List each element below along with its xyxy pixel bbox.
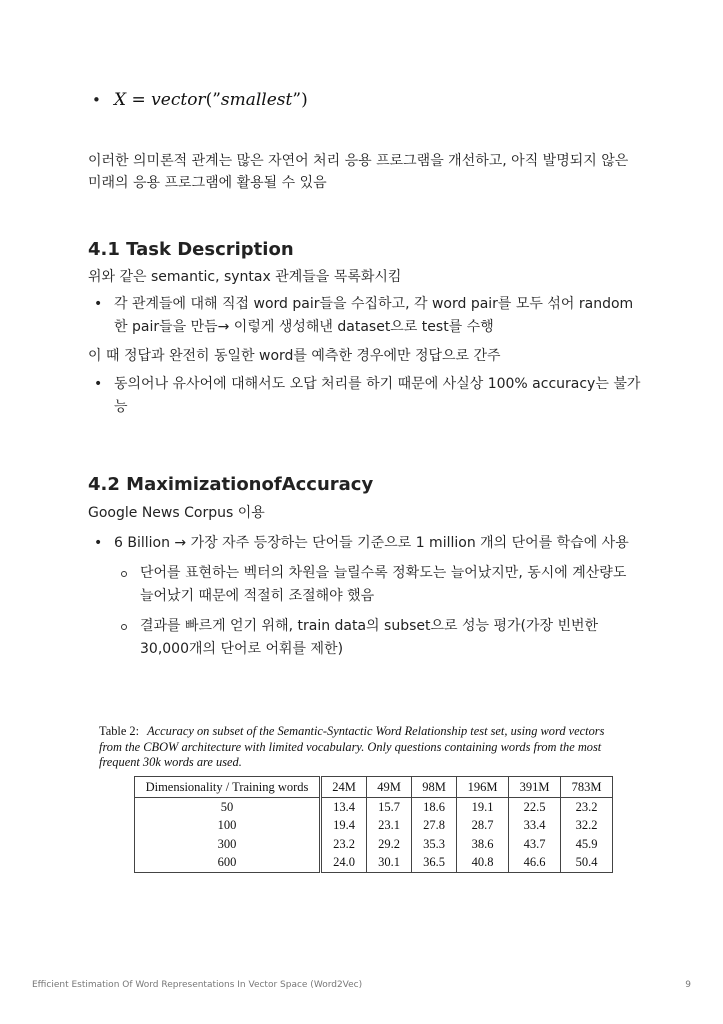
results-table — [134, 776, 613, 873]
table-row — [135, 817, 613, 836]
list-item: • 동의어나 유사어에 대해서도 오답 처리를 하기 때문에 사실상 100% accuracy는 불가능 — [88, 373, 643, 419]
table-cell: 38.6 — [457, 835, 509, 854]
table-cell: 23.2 — [561, 798, 613, 817]
list-item: • 6 Billion → 가장 자주 등장하는 단어들 기준으로 1 million 개의 단어를 학습에 사용 — [88, 532, 643, 555]
table-header-cell: 49M — [367, 777, 412, 798]
table-cell: 24.0 — [321, 854, 367, 873]
table-header-cell: Dimensionality / Training words — [135, 777, 321, 798]
table-cell: 15.7 — [367, 798, 412, 817]
table-cell: 23.2 — [321, 835, 367, 854]
table-cell: 23.1 — [367, 817, 412, 836]
table-cell: 32.2 — [561, 817, 613, 836]
table-row — [135, 854, 613, 873]
table-row — [135, 798, 613, 817]
section-text: 이 때 정답과 완전히 동일한 word를 예측한 경우에만 정답으로 간주 — [88, 348, 501, 364]
table-cell: 50.4 — [561, 854, 613, 873]
table-cell: 19.4 — [321, 817, 367, 836]
section-maximization — [88, 474, 643, 661]
table-header-cell: 98M — [412, 777, 457, 798]
table-cell: 30.1 — [367, 854, 412, 873]
formula: X = vector(”smallest”) — [114, 90, 308, 110]
page-footer — [32, 980, 691, 990]
table-header-cell: 783M — [561, 777, 613, 798]
bullet-list — [88, 293, 643, 339]
intro-paragraph — [88, 150, 643, 194]
sub-list-item: 단어를 표현하는 벡터의 차원을 늘릴수록 정확도는 늘어났지만, 동시에 계산량도 늘어났기 때문에 적절히 조절해야 했음 — [88, 562, 643, 608]
footer-title: Efficient Estimation Of Word Representations In Vector Space (Word2Vec) — [32, 980, 363, 990]
section-heading: 4.2 MaximizationofAccuracy — [88, 474, 374, 495]
table-header-row — [135, 777, 613, 798]
table-cell: 22.5 — [509, 798, 561, 817]
table-header-cell: 391M — [509, 777, 561, 798]
table-cell: 45.9 — [561, 835, 613, 854]
table-header-cell: 196M — [457, 777, 509, 798]
table-cell: 35.3 — [412, 835, 457, 854]
results-table-figure — [99, 724, 619, 870]
table-header-cell: 24M — [321, 777, 367, 798]
table-cell: 100 — [135, 817, 321, 836]
table-cell: 29.2 — [367, 835, 412, 854]
table-cell: 27.8 — [412, 817, 457, 836]
bullet-list — [88, 532, 643, 661]
bullet-list — [88, 373, 643, 419]
table-cell: 18.6 — [412, 798, 457, 817]
table-cell: 300 — [135, 835, 321, 854]
table-cell: 40.8 — [457, 854, 509, 873]
table-cell: 13.4 — [321, 798, 367, 817]
table-cell: 33.4 — [509, 817, 561, 836]
table-cell: 600 — [135, 854, 321, 873]
table-cell: 28.7 — [457, 817, 509, 836]
section-task-description — [88, 239, 643, 419]
table-caption: Table 2: Accuracy on subset of the Semantic-Syntactic Word Relationship test set, using word vectors from the CBOW architecture with limited vocabulary. Only questions containing words from the most frequent 30k words are used. — [99, 724, 605, 769]
section-text: Google News Corpus 이용 — [88, 505, 265, 521]
table-row — [135, 835, 613, 854]
section-heading: 4.1 Task Description — [88, 239, 294, 260]
table-cell: 43.7 — [509, 835, 561, 854]
page-number: 9 — [685, 980, 691, 990]
intro-text: 이러한 의미론적 관계는 많은 자연어 처리 응용 프로그램을 개선하고, 아직 발명되지 않은 미래의 응용 프로그램에 활용될 수 있음 — [88, 153, 629, 191]
table-cell: 50 — [135, 798, 321, 817]
sub-list-item: 결과를 빠르게 얻기 위해, train data의 subset으로 성능 평가(가장 빈번한 30,000개의 단어로 어휘를 제한) — [88, 615, 643, 661]
table-cell: 36.5 — [412, 854, 457, 873]
formula-bullet — [92, 86, 308, 114]
list-item: • 각 관계들에 대해 직접 word pair들을 수집하고, 각 word pair를 모두 섞어 random 한 pair들을 만듬→ 이렇게 생성해낸 dataset으로 test를 수행 — [88, 293, 643, 339]
bullet-dot: • — [92, 91, 101, 109]
section-text: 위와 같은 semantic, syntax 관계들을 목록화시킴 — [88, 269, 402, 285]
table-cell: 19.1 — [457, 798, 509, 817]
table-cell: 46.6 — [509, 854, 561, 873]
